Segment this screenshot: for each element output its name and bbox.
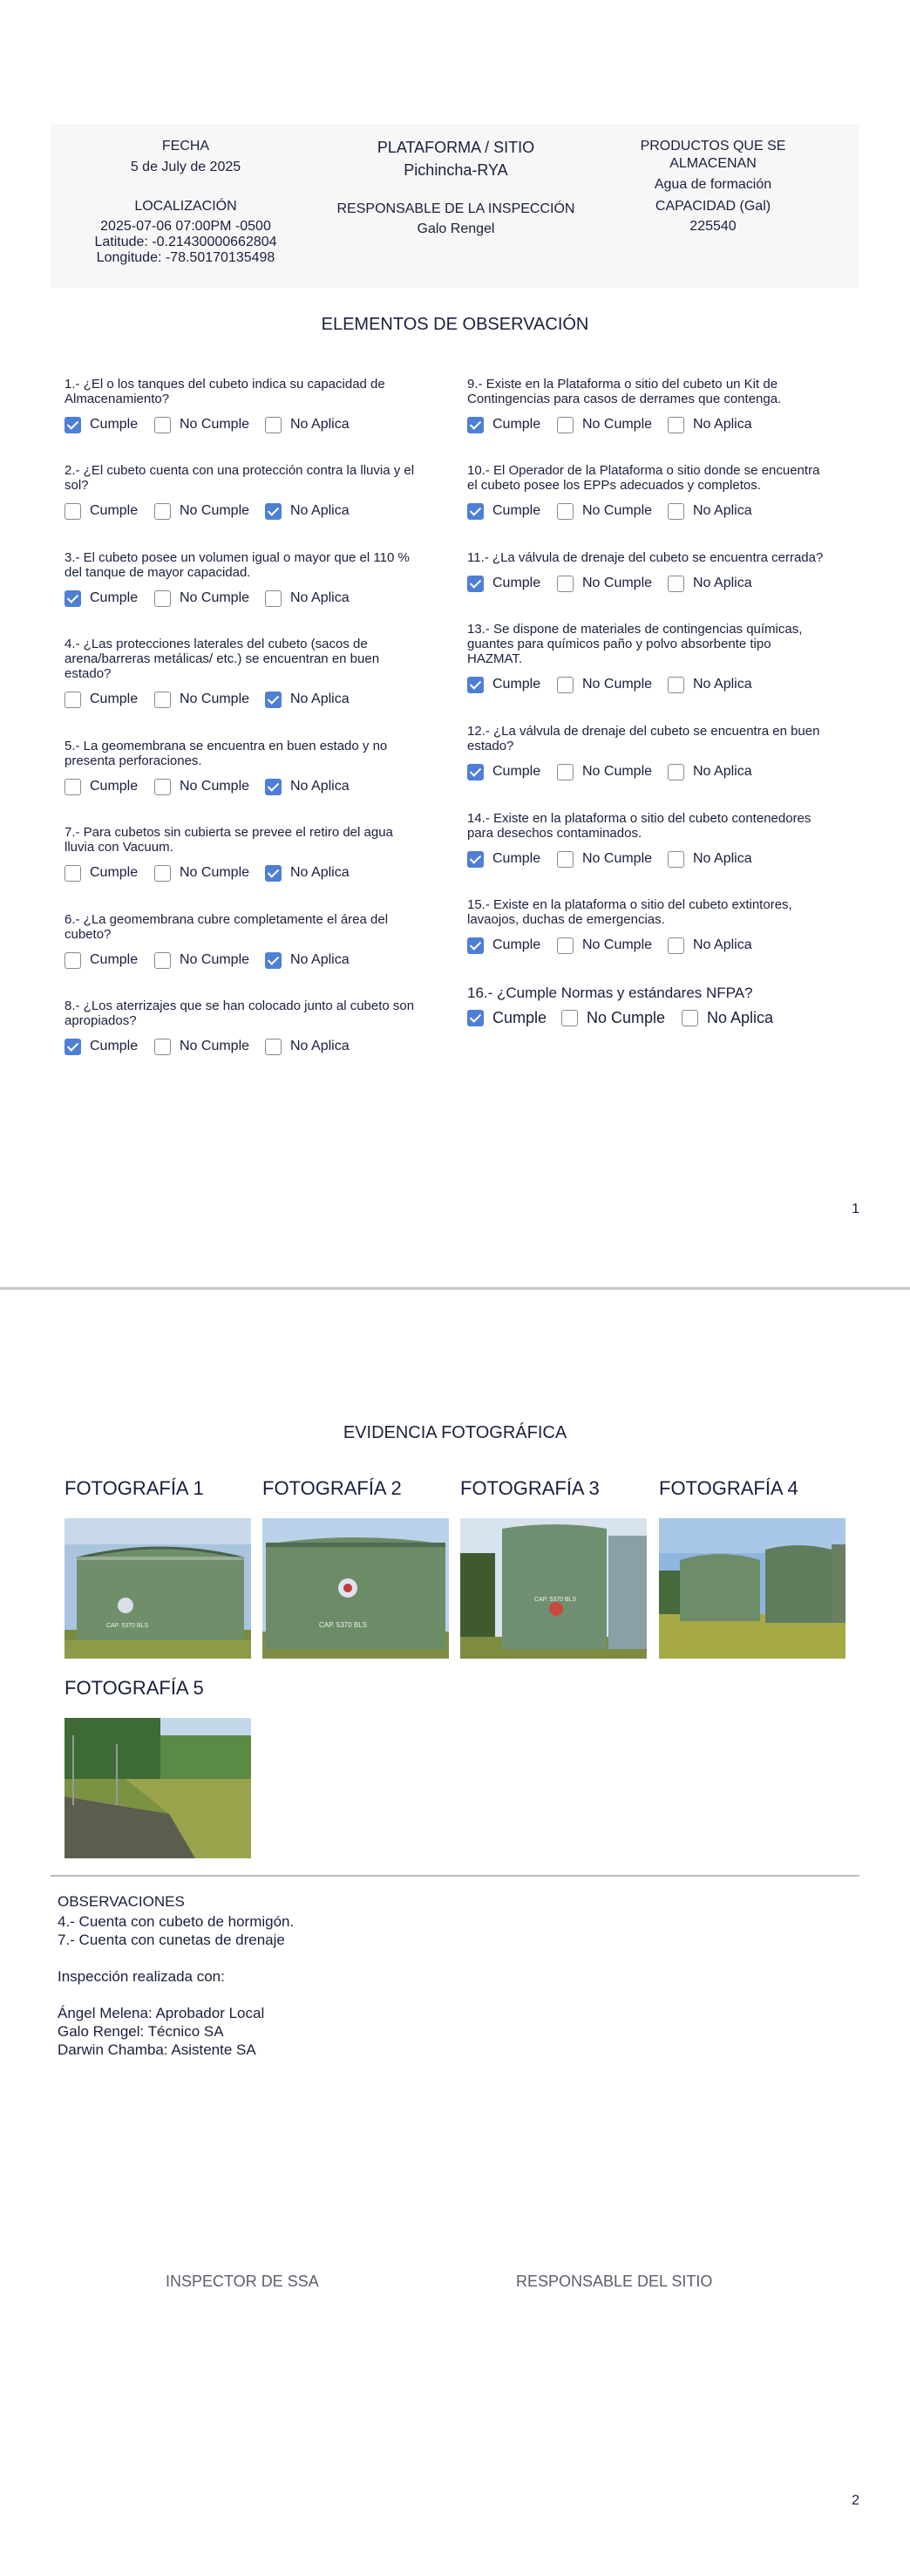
option-label: Cumple <box>492 677 541 692</box>
checkbox-empty-icon[interactable] <box>154 952 171 969</box>
longitude: Longitude: -78.50170135498 <box>96 250 275 265</box>
page-2 <box>0 1290 910 2576</box>
option-label: Cumple <box>492 576 541 590</box>
checkbox-empty-icon[interactable] <box>154 692 171 708</box>
checkbox-checked-icon[interactable] <box>265 779 282 795</box>
plataforma-label: PLATAFORMA / SITIO <box>377 139 535 156</box>
checkbox-empty-icon[interactable] <box>557 677 574 693</box>
plataforma-value: Pichincha-RYA <box>404 161 508 179</box>
checkbox-empty-icon[interactable] <box>668 576 684 592</box>
capacidad-value: 225540 <box>689 219 737 234</box>
checklist-item <box>65 550 439 605</box>
checkbox-checked-icon[interactable] <box>467 1010 484 1026</box>
checklist-item <box>467 985 842 1026</box>
checkbox-empty-icon[interactable] <box>557 851 574 868</box>
option-label: Cumple <box>492 764 541 779</box>
option-label: No Aplica <box>290 503 350 518</box>
observacion-line: Ángel Melena: Aprobador Local <box>58 2005 265 2021</box>
photo-2-label: FOTOGRAFÍA 2 <box>262 1477 402 1499</box>
checklist-item <box>65 739 439 794</box>
checkbox-checked-icon[interactable] <box>265 865 282 882</box>
responsable-value: Galo Rengel <box>417 221 495 236</box>
option-label: No Cumple <box>180 865 250 880</box>
checklist-item <box>467 463 842 518</box>
option-label: No Aplica <box>290 692 350 706</box>
question-text: 9.- Existe en la Plataforma o sitio del cubeto un Kit de <box>467 377 778 392</box>
option-label: Cumple <box>492 937 541 952</box>
checkbox-empty-icon[interactable] <box>154 590 171 607</box>
latitude: Latitude: -0.21430000662804 <box>94 235 277 249</box>
question-text: lavaojos, duchas de emergencias. <box>467 912 665 927</box>
option-label: No Aplica <box>693 764 752 779</box>
checklist-item <box>65 825 439 880</box>
question-text: del tanque de mayor capacidad. <box>65 565 251 580</box>
inspection-header <box>51 124 859 288</box>
question-text: 10.- El Operador de la Plataforma o sitio donde se encuentra <box>467 463 820 478</box>
fecha-block <box>103 138 268 175</box>
photo-5 <box>65 1718 251 1858</box>
option-label: No Aplica <box>693 851 752 866</box>
option-label: No Cumple <box>180 417 250 432</box>
option-label: No Cumple <box>180 1039 250 1053</box>
page-number: 1 <box>852 1202 859 1216</box>
checkbox-empty-icon[interactable] <box>265 417 282 433</box>
checkbox-empty-icon[interactable] <box>557 503 574 520</box>
question-text: 2.- ¿El cubeto cuenta con una protección contra la lluvia y el <box>65 463 415 478</box>
checkbox-empty-icon[interactable] <box>265 1039 282 1055</box>
checkbox-checked-icon[interactable] <box>467 576 484 592</box>
checkbox-checked-icon[interactable] <box>65 417 81 433</box>
question-text: 13.- Se dispone de materiales de contingencias químicas, <box>467 622 803 637</box>
checklist-item <box>467 622 842 692</box>
observacion-line: Galo Rengel: Técnico SA <box>58 2023 224 2040</box>
question-text: para desechos contaminados. <box>467 826 642 841</box>
checkbox-checked-icon[interactable] <box>65 590 81 607</box>
responsable-block <box>325 201 587 237</box>
question-text: 5.- La geomembrana se encuentra en buen estado y no <box>65 739 388 753</box>
checkbox-empty-icon[interactable] <box>65 952 81 969</box>
question-text: 12.- ¿La válvula de drenaje del cubeto se encuentra en buen <box>467 724 820 739</box>
checklist-item <box>467 897 842 952</box>
checklist-item <box>65 998 439 1053</box>
question-text: 6.- ¿La geomembrana cubre completamente el área del <box>65 912 389 927</box>
checkbox-empty-icon[interactable] <box>668 503 684 520</box>
signature-inspector: INSPECTOR DE SSA <box>166 2273 319 2290</box>
checklist-item <box>467 377 842 432</box>
option-label: No Aplica <box>290 865 350 880</box>
photo-3 <box>460 1518 647 1659</box>
observation-title: ELEMENTOS DE OBSERVACIÓN <box>321 315 589 334</box>
question-text: 15.- Existe en la plataforma o sitio del cubeto extintores, <box>467 897 792 912</box>
question-text: Contingencias para casos de derrames que contenga. <box>467 392 782 406</box>
option-label: No Aplica <box>693 576 752 590</box>
option-label: Cumple <box>90 590 139 605</box>
question-text: cubeto? <box>65 927 112 942</box>
question-text: 4.- ¿Las protecciones laterales del cubeto (sacos de <box>65 637 368 651</box>
option-label: No Aplica <box>693 503 752 518</box>
productos-block <box>600 138 826 193</box>
option-label: No Aplica <box>290 1039 350 1053</box>
option-label: Cumple <box>90 1039 139 1053</box>
option-label: Cumple <box>90 952 139 967</box>
responsable-label: RESPONSABLE DE LA INSPECCIÓN <box>336 201 575 216</box>
option-label: No Cumple <box>582 677 653 692</box>
option-label: No Aplica <box>290 417 350 432</box>
photo-4 <box>659 1518 845 1659</box>
checkbox-empty-icon[interactable] <box>557 417 574 433</box>
photo-2 <box>262 1518 449 1659</box>
observacion-line: 4.- Cuenta con cubeto de hormigón. <box>58 1913 295 1930</box>
question-text: el cubeto posee los EPPs adecuados y completos. <box>467 478 761 493</box>
checkbox-empty-icon[interactable] <box>265 590 282 607</box>
checkbox-empty-icon[interactable] <box>154 503 171 520</box>
checkbox-empty-icon[interactable] <box>154 865 171 882</box>
option-label: Cumple <box>492 417 541 432</box>
divider <box>51 1875 859 1877</box>
option-label: No Aplica <box>693 677 752 692</box>
option-label: No Cumple <box>587 1009 666 1026</box>
option-label: No Aplica <box>290 779 350 794</box>
question-text: lluvia con Vacuum. <box>65 840 173 855</box>
option-label: Cumple <box>90 503 139 518</box>
observacion-line: Darwin Chamba: Asistente SA <box>58 2041 256 2058</box>
question-text: estado? <box>467 739 514 753</box>
photo-3-label: FOTOGRAFÍA 3 <box>460 1477 600 1499</box>
option-label: Cumple <box>90 865 139 880</box>
checkbox-empty-icon[interactable] <box>154 417 171 433</box>
checkbox-checked-icon[interactable] <box>265 503 282 520</box>
question-text: 11.- ¿La válvula de drenaje del cubeto se encuentra cerrada? <box>467 550 824 565</box>
localizacion-block <box>68 198 303 266</box>
question-text: 7.- Para cubetos sin cubierta se prevee el retiro del agua <box>65 825 393 840</box>
checkbox-checked-icon[interactable] <box>265 952 282 969</box>
option-label: Cumple <box>492 1009 547 1026</box>
checkbox-empty-icon[interactable] <box>668 417 684 433</box>
question-text: estado? <box>65 666 112 681</box>
option-label: No Cumple <box>582 764 653 779</box>
photo-1-label: FOTOGRAFÍA 1 <box>65 1477 204 1499</box>
option-label: Cumple <box>90 779 139 794</box>
photo-1-tank-text: CAP. 5370 BLS <box>106 1623 149 1629</box>
option-label: No Aplica <box>290 590 350 605</box>
checkbox-empty-icon[interactable] <box>682 1010 698 1026</box>
checkbox-empty-icon[interactable] <box>65 503 81 520</box>
capacidad-label: CAPACIDAD (Gal) <box>655 199 771 214</box>
option-label: Cumple <box>90 417 139 432</box>
option-label: No Cumple <box>180 952 250 967</box>
photo-4-label: FOTOGRAFÍA 4 <box>659 1477 798 1499</box>
question-text: apropiados? <box>65 1013 137 1028</box>
observacion-line: Inspección realizada con: <box>58 1968 225 1985</box>
checklist-item <box>467 724 842 779</box>
checkbox-empty-icon[interactable] <box>65 779 81 795</box>
localizacion-label: LOCALIZACIÓN <box>134 199 237 214</box>
fecha-label: FECHA <box>161 139 210 153</box>
option-label: No Aplica <box>693 937 752 952</box>
checklist-item <box>65 912 439 967</box>
observaciones-title: OBSERVACIONES <box>58 1893 185 1910</box>
checkbox-empty-icon[interactable] <box>65 692 81 708</box>
option-label: No Cumple <box>582 417 653 432</box>
checkbox-checked-icon[interactable] <box>467 937 484 954</box>
checkbox-empty-icon[interactable] <box>668 677 684 693</box>
checkbox-empty-icon[interactable] <box>557 576 574 592</box>
option-label: No Cumple <box>582 576 653 590</box>
checklist-item <box>65 377 439 432</box>
question-text: presenta perforaciones. <box>65 753 202 768</box>
checkbox-checked-icon[interactable] <box>467 417 484 433</box>
question-text: arena/barreras metálicas/ etc.) se encuentran en buen <box>65 651 380 666</box>
option-label: No Cumple <box>582 937 653 952</box>
checklist-item <box>65 463 439 518</box>
productos-value: Agua de formación <box>654 177 772 192</box>
question-text: 14.- Existe en la plataforma o sitio del cubeto contenedores <box>467 811 812 826</box>
signature-responsable: RESPONSABLE DEL SITIO <box>516 2273 713 2290</box>
evidence-title: EVIDENCIA FOTOGRÁFICA <box>343 1423 567 1442</box>
checkbox-checked-icon[interactable] <box>265 692 282 708</box>
option-label: No Cumple <box>582 851 653 866</box>
question-text: sol? <box>65 478 89 493</box>
fecha-value: 5 de July de 2025 <box>130 160 241 174</box>
checkbox-checked-icon[interactable] <box>467 503 484 520</box>
checkbox-empty-icon[interactable] <box>557 764 574 780</box>
checkbox-empty-icon[interactable] <box>65 865 81 882</box>
page-1 <box>0 0 910 1287</box>
option-label: No Cumple <box>582 503 653 518</box>
checkbox-checked-icon[interactable] <box>467 677 484 693</box>
checkbox-empty-icon[interactable] <box>668 851 684 868</box>
checkbox-empty-icon[interactable] <box>668 764 684 780</box>
checkbox-empty-icon[interactable] <box>154 1039 171 1055</box>
question-text: Almacenamiento? <box>65 392 170 406</box>
option-label: Cumple <box>90 692 139 706</box>
observacion-line: 7.- Cuenta con cunetas de drenaje <box>58 1932 285 1948</box>
checkbox-empty-icon[interactable] <box>561 1010 578 1026</box>
question-text: 8.- ¿Los aterrizajes que se han colocado junto al cubeto son <box>65 998 415 1013</box>
localizacion-datetime: 2025-07-06 07:00PM -0500 <box>100 219 271 234</box>
option-label: Cumple <box>492 851 541 866</box>
photo-2-tank-text: CAP. 5370 BLS <box>319 1621 368 1629</box>
plataforma-block <box>351 138 560 180</box>
productos-label: PRODUCTOS QUE SE ALMACENAN <box>640 139 786 171</box>
checklist-item <box>65 637 439 706</box>
checklist-item <box>467 550 842 590</box>
question-text: guantes para químicos paño y polvo absorbente tipo <box>467 637 771 651</box>
question-text: 3.- El cubeto posee un volumen igual o mayor que el 110 % <box>65 550 410 565</box>
photo-5-label: FOTOGRAFÍA 5 <box>65 1677 204 1699</box>
option-label: No Aplica <box>707 1009 774 1026</box>
checkbox-checked-icon[interactable] <box>467 851 484 868</box>
option-label: No Cumple <box>180 503 250 518</box>
checkbox-checked-icon[interactable] <box>65 1039 81 1055</box>
capacidad-block <box>626 198 800 235</box>
checkbox-empty-icon[interactable] <box>668 937 684 954</box>
option-label: No Aplica <box>290 952 350 967</box>
question-text: 1.- ¿El o los tanques del cubeto indica su capacidad de <box>65 377 385 392</box>
question-text: 16.- ¿Cumple Normas y estándares NFPA? <box>467 985 753 1001</box>
checklist-item <box>467 811 842 866</box>
option-label: No Aplica <box>693 417 752 432</box>
option-label: Cumple <box>492 503 541 518</box>
option-label: No Cumple <box>180 779 250 794</box>
photo-1 <box>65 1518 251 1659</box>
checkbox-empty-icon[interactable] <box>154 779 171 795</box>
question-text: HAZMAT. <box>467 651 523 666</box>
photo-3-tank-text: CAP. 5370 BLS <box>534 1597 577 1603</box>
option-label: No Cumple <box>180 692 250 706</box>
checkbox-empty-icon[interactable] <box>557 937 574 954</box>
page-number: 2 <box>852 2493 859 2508</box>
option-label: No Cumple <box>180 590 250 605</box>
checkbox-checked-icon[interactable] <box>467 764 484 780</box>
